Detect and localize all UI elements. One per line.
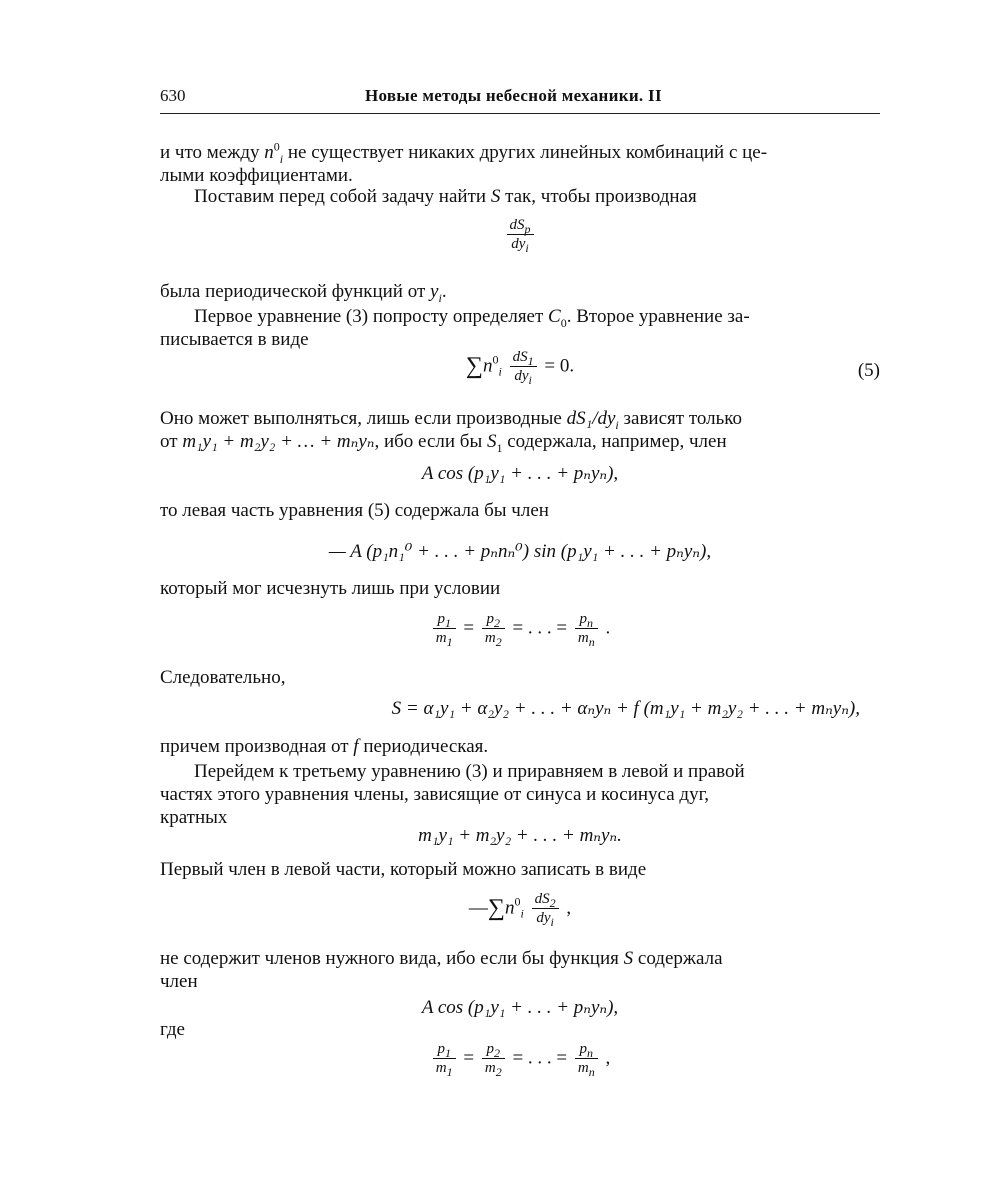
paragraph-2: Поставим перед собой задачу найти S так, чтобы производная [194,186,697,207]
paragraph-10: Перейдем к третьему уравнению (3) и приравняем в левой и правой частях этого уравнения члены, зависящие от синуса и косинуса дуг, кратных [160,761,745,828]
paragraph-6: то левая часть уравнения (5) содержала бы член [160,500,549,521]
formula-ratio-2: $\frac{p_1}{m_1}$ = $\frac{p_2}{m_2}$ = . . . = $\frac{p_n}{m_n}$ , [160,1040,880,1077]
paragraph-13: где [160,1019,185,1040]
equation-5: $\sum n^0_i$ $\frac{dS_1}{dy_i}$ = 0. [465,349,575,387]
formula-dSp-dyi: $\frac{dS_p}{dy_i}$ [160,216,880,253]
formula-sin-term: — A (p₁n₁⁰ + . . . + pₙnₙ⁰) sin (p₁y₁ + . . . + pₙyₙ), [328,541,712,562]
paragraph-5: Оно может выполняться, лишь если производные dS₁/$dy_i$ зависят только от m₁y₁ + m₂y₂ + … + mₙyₙ, ибо если бы $S_1$ содержала, например, член [160,408,743,455]
paragraph-11: Первый член в левой части, который можно записать в виде [160,859,647,880]
running-title: Новые методы небесной механики. II [365,86,662,105]
formula-kratnyh: m₁y₁ + m₂y₂ + . . . + mₙyₙ. [418,825,622,846]
formula-S-solution: S = α₁y₁ + α₂y₂ + . . . + αₙyₙ + f (m₁y₁ + m₂y₂ + . . . + mₙyₙ), [391,698,860,719]
page-number: 630 [160,86,186,105]
paragraph-3: была периодической функций от $y_i$. [160,281,447,305]
page-header [160,86,880,112]
paragraph-1: и что между $n^0_i$ не существует никаких других линейных комбинаций с це- лыми коэффициентами. [160,139,768,186]
paragraph-4: Первое уравнение (3) попросту определяет $C_0$. Второе уравнение за- писывается в виде [160,306,750,350]
formula-cos-term-2: A cos (p₁y₁ + . . . + pₙyₙ), [421,997,619,1018]
paragraph-7: который мог исчезнуть лишь при условии [160,578,501,599]
formula-cos-term: A cos (p₁y₁ + . . . + pₙyₙ), [421,463,619,484]
header-rule [160,113,880,114]
paragraph-9: причем производная от f периодическая. [160,736,489,757]
paragraph-8: Следовательно, [160,667,286,688]
equation-number-5: (5) [857,360,880,381]
formula-sum-S2: $—\sum n^0_i$ $\frac{dS_2}{dy_i}$ , [468,891,572,929]
formula-ratio-1: $\frac{p_1}{m_1}$ = $\frac{p_2}{m_2}$ = . . . = $\frac{p_n}{m_n}$ . [160,610,880,647]
paragraph-12: не содержит членов нужного вида, ибо если бы функция S содержала член [160,948,723,992]
